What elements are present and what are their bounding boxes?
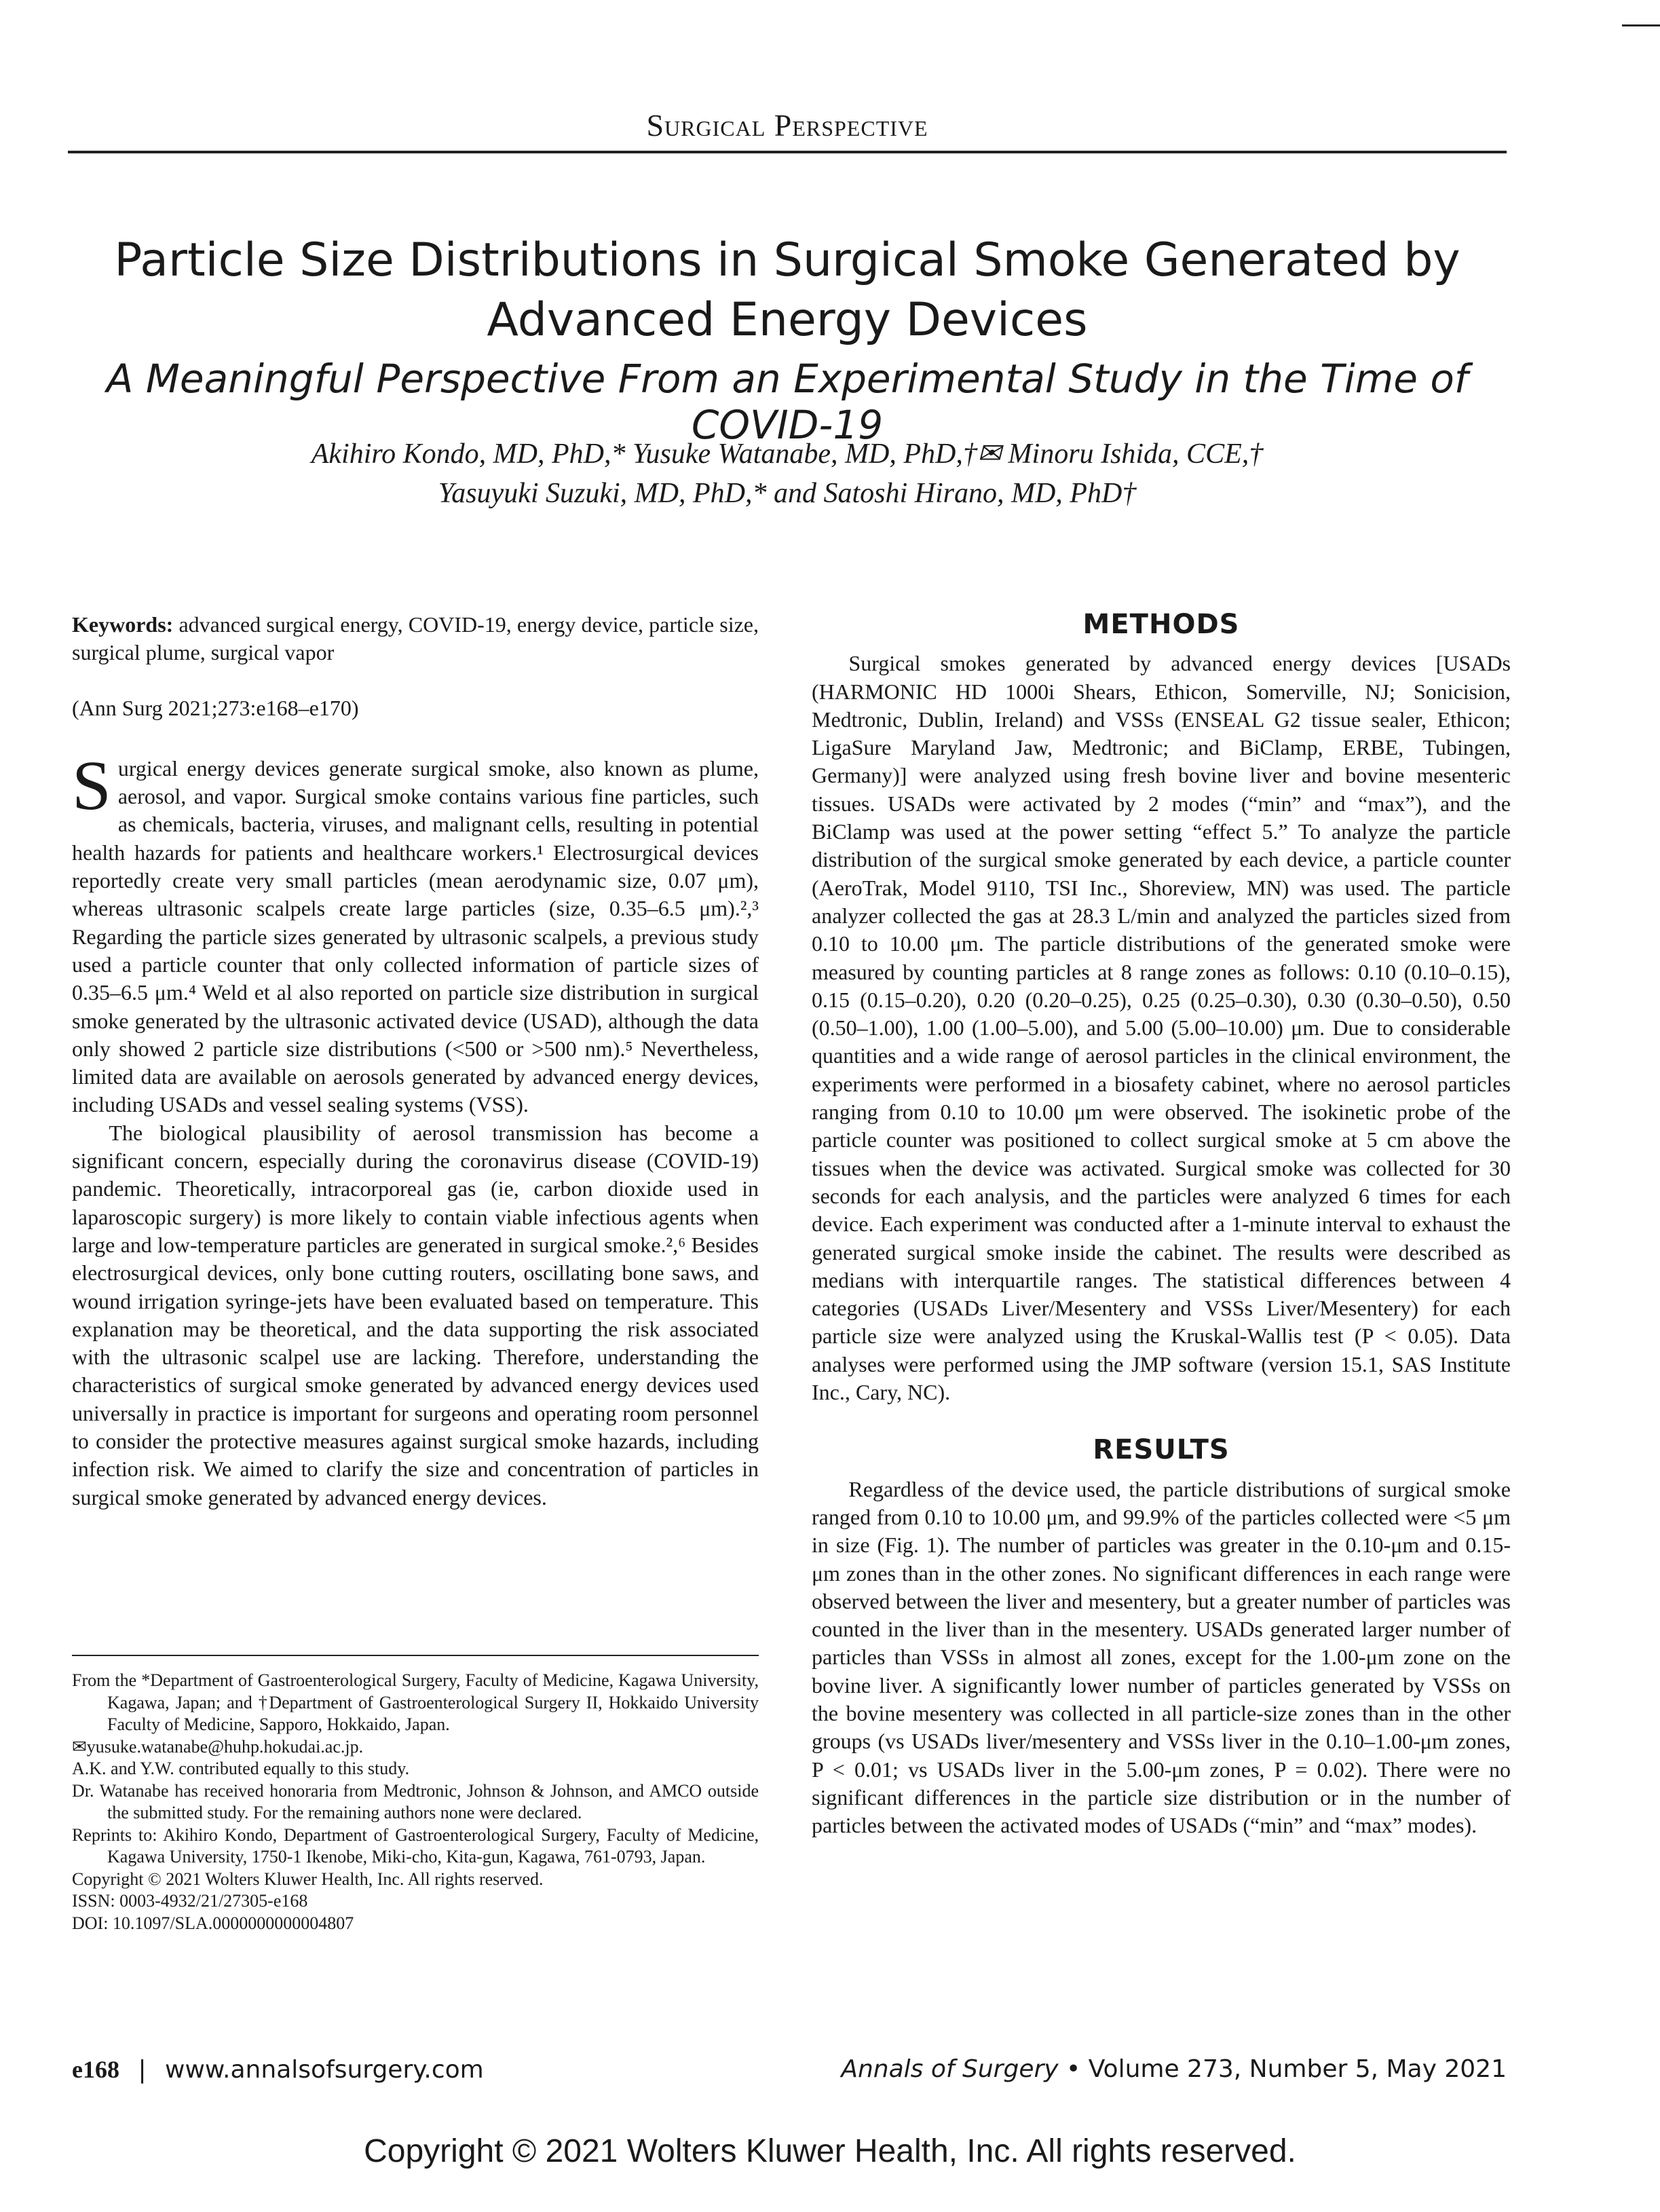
intro-paragraph-2: The biological plausibility of aerosol transmission has become a significant concern, especially during the coronavirus disease (COVID-19) pandemic. Theoretically, intracorporeal gas (ie, carbon dioxide used in laparoscopic surgery) is more likely to contain viable infectious agents when large and low-temperature particles are generated in surgical smoke.²,⁶ Besides electrosurgical devices, only bone cutting routers, oscillating bone saws, and wound irrigation syringe-jets have been evaluated based on temperature. This explanation may be theoretical, and the data supporting the risk associated with the ultrasonic scalpel use are lacking. Therefore, understanding the characteristics of surgical smoke generated by advanced energy devices used universally in practice is important for surgeons and operating room personnel to consider the protective measures against surgical smoke hazards, including infection risk. We aimed to clarify the size and concentration of particles in surgical smoke generated by advanced energy devices. (72, 1120, 759, 1510)
methods-paragraph: Surgical smokes generated by advanced energy devices [USADs (HARMONIC HD 1000i Shears, Ethicon, Somerville, NJ; Sonicision, Medtronic, Dublin, Ireland) and VSSs (ENSEAL G2 tissue sealer, Ethicon; LigaSure Maryland Jaw, Medtronic; and BiClamp, ERBE, Tubingen, Germany)] were analyzed using fresh bovine liver and bovine mesenteric tissues. USADs were activated by 2 modes (“min” and “max”), and the BiClamp was used at the power setting “effect 5.” To analyze the particle distribution of the surgical smoke generated by each device, a particle counter (AeroTrak, Model 9110, TSI Inc., Shoreview, MN) was used. The particle analyzer collected the gas at 28.3 L/min and analyzed the particles sized from 0.10 to 10.00 μm. The particle distributions of the generated smoke were measured by counting particles at 8 range zones as follows: 0.10 (0.10–0.15), 0.15 (0.15–0.20), 0.20 (0.20–0.25), 0.25 (0.25–0.30), 0.30 (0.30–0.50), 0.50 (0.50–1.00), 1.00 (1.00–5.00), and 5.00 (5.00–10.00) μm. Due to considerable quantities and a wide range of aerosol particles in the clinical environment, the experiments were performed in a biosafety cabinet, where no aerosol particles ranging from 0.10 to 10.00 μm were observed. The isokinetic probe of the particle counter was positioned to collect surgical smoke at 5 cm above the tissues when the device was activated. Surgical smoke was collected for 30 seconds for each analysis, and the particles were analyzed 6 times for each device. Each experiment was conducted after a 1-minute interval to exhaust the generated surgical smoke inside the cabinet. The results were described as medians with interquartile ranges. The statistical differences between 4 categories (USADs Liver/Mesentery and VSSs Liver/Mesentery) for each particle size were analyzed using the Kruskal-Wallis test (P < 0.05). Data analyses were performed using the JMP software (version 15.1, SAS Institute Inc., Cary, NC). (812, 651, 1511, 1405)
title-line-2: Advanced Energy Devices (487, 293, 1088, 347)
section-label: Surgical Perspective (646, 108, 928, 143)
corner-mark (1622, 24, 1660, 26)
article-title (75, 231, 1500, 350)
footnote-copyright: Copyright © 2021 Wolters Kluwer Health, Inc. All rights reserved. (72, 1869, 544, 1889)
intro-paragraph-1 (72, 746, 759, 1119)
author-list (75, 434, 1500, 513)
issue-info: • Volume 273, Number 5, May 2021 (1058, 2055, 1507, 2083)
footnote-disclosure: Dr. Watanabe has received honoraria from Medtronic, Johnson & Johnson, and AMCO outside the submitted study. For the remaining authors none were declared. (72, 1780, 759, 1822)
results-heading: RESULTS (1093, 1434, 1230, 1466)
drop-cap: S (72, 746, 111, 825)
title-line-1: Particle Size Distributions in Surgical Smoke Generated by (114, 233, 1460, 287)
keywords-text: advanced surgical energy, COVID-19, energy device, particle size, surgical plume, surgical vapor (72, 612, 759, 665)
journal-website[interactable]: www.annalsofsurgery.com (165, 2056, 484, 2084)
page-number: e168 (72, 2056, 119, 2083)
footer-left (72, 2055, 484, 2084)
intro-paragraph-1-text: urgical energy devices generate surgical smoke, also known as plume, aerosol, and vapor. Surgical smoke contains various fine particles, such as chemicals, bacteria, viruses, and malignant cells, resulting in potential health hazards for patients and healthcare workers.¹ Electrosurgical devices reportedly create very small particles (mean aerodynamic size, 0.07 μm), whereas ultrasonic scalpels create large particles (size, 0.35–6.5 μm).²,³ Regarding the particle sizes generated by ultrasonic scalpels, a previous study used a particle counter that only collected information of particle sizes of 0.35–6.5 μm.⁴ Weld et al also reported on particle size distribution in surgical smoke generated by the ultrasonic activated device (USAD), although the data only showed 2 particle size distributions (<500 or >500 nm).⁵ Nevertheless, limited data are available on aerosols generated by advanced energy devices, including USADs and vessel sealing systems (VSS). (72, 755, 759, 1117)
keywords-label: Keywords: (72, 612, 174, 637)
footnote-contribution: A.K. and Y.W. contributed equally to this study. (72, 1759, 410, 1778)
methods-heading: METHODS (1082, 609, 1240, 640)
authors-line-1: Akihiro Kondo, MD, PhD,* Yusuke Watanabe, MD, PhD,†✉ Minoru Ishida, CCE,† (311, 438, 1264, 470)
citation: (Ann Surg 2021;273:e168–e170) (72, 695, 359, 720)
journal-name: Annals of Surgery (841, 2055, 1059, 2083)
left-column (72, 611, 759, 1512)
footnote-doi: DOI: 10.1097/SLA.0000000000004807 (72, 1913, 354, 1933)
keywords (72, 611, 759, 667)
footnote-email: ✉yusuke.watanabe@huhp.hokudai.ac.jp. (72, 1736, 364, 1757)
footnote-rule (72, 1655, 759, 1656)
footer-right (841, 2055, 1507, 2083)
copyright-watermark: Copyright © 2021 Wolters Kluwer Health, Inc. All rights reserved. (364, 2133, 1296, 2169)
results-paragraph: Regardless of the device used, the particle distributions of surgical smoke ranged from 0.10 to 10.00 μm, and 99.9% of the particles collected were <5 μm in size (Fig. 1). The number of particles was greater in the 0.10-μm and 0.15-μm zones than in the other zones. No significant differences in each range were observed between the liver and mesentery, but a greater number of particles was counted in the liver than in the mesentery. USADs generated larger number of particles than VSSs in almost all zones, except for the 1.00-μm zone on the bovine liver. A significantly lower number of particles generated by VSSs on the bovine mesentery was collected in all particle-size zones than in the other groups (vs USADs liver/mesentery and VSSs liver in the 0.10–1.00-μm zones, P < 0.01; vs USADs liver in the 5.00-μm zones, P = 0.02). There were no significant differences in the particle size distribution or in the number of particles between the activated modes of USADs (“min” and “max” modes). (812, 1476, 1511, 1838)
right-column (812, 611, 1511, 1839)
footnote-affiliations: From the *Department of Gastroenterological Surgery, Faculty of Medicine, Kagawa University, Kagawa, Japan; and †Department of Gastroenterological Surgery II, Hokkaido University Faculty of Medicine, Sapporo, Hokkaido, Japan. (72, 1670, 759, 1734)
footnotes (72, 1670, 759, 1934)
footnote-reprints: Reprints to: Akihiro Kondo, Department of Gastroenterological Surgery, Faculty of Medicine, Kagawa University, 1750-1 Ikenobe, Miki-cho, Kita-gun, Kagawa, 761-0793, Japan. (72, 1824, 759, 1867)
footer-separator: | (138, 2056, 147, 2084)
footnote-issn: ISSN: 0003-4932/21/27305-e168 (72, 1891, 308, 1911)
article-subtitle: A Meaningful Perspective From an Experimental Study in the Time of COVID-19 (106, 356, 1469, 448)
authors-line-2: Yasuyuki Suzuki, MD, PhD,* and Satoshi Hirano, MD, PhD† (438, 478, 1137, 509)
header-rule (68, 151, 1507, 153)
